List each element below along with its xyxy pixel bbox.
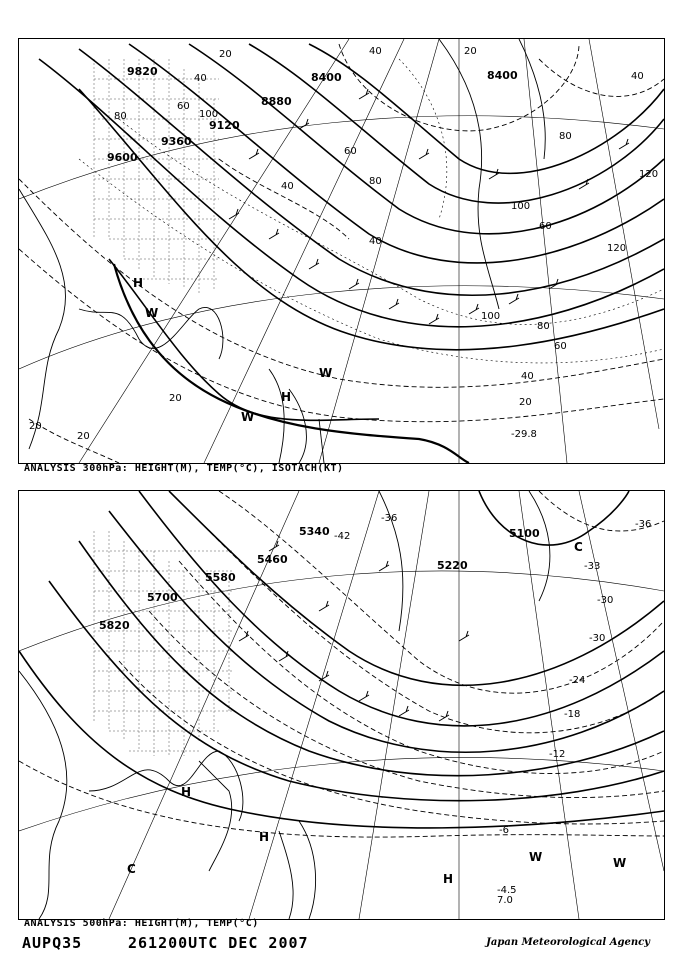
jet-axis-line (114, 264, 469, 463)
isotach-label: 40 (194, 73, 207, 84)
hatch-zone (94, 59, 219, 294)
temp-label: -30 (597, 595, 614, 606)
isotach-label: 80 (537, 321, 550, 332)
panel-300hpa-caption: ANALYSIS 300hPa: HEIGHT(M), TEMP(°C), ISOTACH(KT) (24, 463, 344, 474)
height-label: 8880 (261, 95, 292, 108)
high-center-label: H (259, 830, 270, 844)
temp-label: -36 (635, 519, 652, 530)
height-label: 5700 (147, 591, 178, 604)
isotach-label: 80 (559, 131, 572, 142)
temp-label: -33 (584, 561, 601, 572)
valid-time: 261200UTC DEC 2007 (128, 934, 309, 952)
isotachs (19, 44, 664, 463)
height-label: 9360 (161, 135, 192, 148)
height-label: 5340 (299, 525, 330, 538)
warm-center-label: W (319, 366, 333, 380)
height-contours (39, 44, 664, 420)
isotach-label: 40 (631, 71, 644, 82)
temp-label: -36 (381, 513, 398, 524)
isotach-label: 20 (29, 421, 42, 432)
wind-barbs (229, 89, 629, 324)
height-label: 9120 (209, 119, 240, 132)
isotach-label: 80 (114, 111, 127, 122)
panel-500hpa-map (18, 490, 665, 920)
isotach-label: 80 (369, 176, 382, 187)
isotach-label: 40 (369, 46, 382, 57)
high-center-label: H (443, 872, 454, 886)
warm-center-label: W (241, 410, 255, 424)
isotach-label: 60 (344, 146, 357, 157)
high-center-label: H (281, 390, 292, 404)
map-300hpa (19, 39, 664, 463)
height-label: 8400 (311, 71, 342, 84)
isotach-label: 100 (481, 311, 501, 322)
isotach-label: 20 (169, 393, 182, 404)
temp-label: -42 (334, 531, 351, 542)
wind-barbs (239, 541, 469, 721)
height-label: 5100 (509, 527, 540, 540)
isotach-label: 60 (539, 221, 552, 232)
warm-center-label: W (145, 306, 159, 320)
graticule (19, 39, 664, 463)
height-label: 5820 (99, 619, 130, 632)
isotach-label: 40 (521, 371, 534, 382)
isotach-label: 20 (219, 49, 232, 60)
temp-label: -30 (589, 633, 606, 644)
isotach-label: 120 (607, 243, 627, 254)
isotach-label: 100 (511, 201, 531, 212)
isotach-label: 20 (519, 397, 532, 408)
isotach-label: 40 (369, 236, 382, 247)
isotach-label: 20 (77, 431, 90, 442)
chart-code: AUPQ35 (22, 934, 83, 952)
hatch-zone (94, 531, 234, 756)
isotach-label: 20 (464, 46, 477, 57)
height-label: 9820 (127, 65, 158, 78)
temp-label: -6 (499, 825, 509, 836)
temp-label: -24 (569, 675, 586, 686)
height-label: 5220 (437, 559, 468, 572)
isotach-label: 40 (281, 181, 294, 192)
graticule (19, 491, 664, 919)
isotach-label: 120 (639, 169, 659, 180)
isotach-label: 60 (177, 101, 190, 112)
map-500hpa (19, 491, 664, 919)
panel-300hpa-map (18, 38, 665, 464)
cold-center-label: C (127, 862, 136, 876)
height-label: 5460 (257, 553, 288, 566)
temp-label: -12 (549, 749, 566, 760)
cold-center-label: C (574, 540, 583, 554)
isotach-label: 60 (554, 341, 567, 352)
isotherms (79, 59, 664, 363)
agency-credit: Japan Meteorological Agency (486, 937, 650, 948)
isotach-label: 100 (199, 109, 219, 120)
high-center-label: H (133, 276, 144, 290)
warm-center-label: W (613, 856, 627, 870)
warm-center-label: W (529, 850, 543, 864)
obs-label: 7.0 (497, 895, 513, 906)
temp-label: -18 (564, 709, 581, 720)
high-center-label: H (181, 785, 192, 799)
obs-label: -4.5 (497, 885, 517, 896)
height-label: 8400 (487, 69, 518, 82)
height-label: 9600 (107, 151, 138, 164)
panel-500hpa-caption: ANALYSIS 500hPa: HEIGHT(M), TEMP(°C) (24, 918, 259, 929)
obs-label: -29.8 (511, 429, 537, 440)
height-label: 5580 (205, 571, 236, 584)
